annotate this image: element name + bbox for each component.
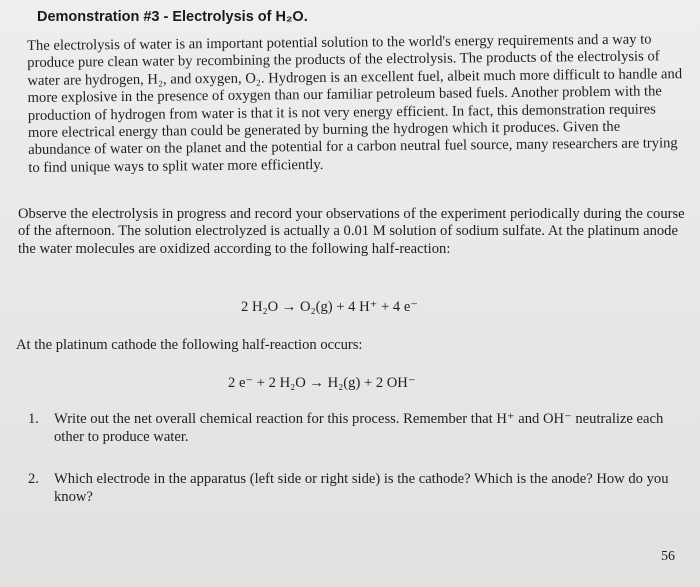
question-text: Write out the net overall chemical reaction for this process. Remember that H⁺ and OH⁻ neutralize each other to produce water.: [54, 411, 664, 445]
question-text: Which electrode in the apparatus (left side or right side) is the cathode? Which is the anode? How do you know?: [54, 471, 669, 505]
intro-paragraph: The electrolysis of water is an important potential solution to the world's energy requirements and a way to produce pure clean water by recombining the products of the electrolysis. The products of the electrolysis of water are hydrogen, H₂, and oxygen, O₂. Hydrogen is an excellent fuel, albeit much more difficult to handle and more explosive in the presence of oxygen than our familiar petroleum based fuels. Another problem with the production of hydrogen from water is that it is not very energy efficient. In fact, this demonstration requires more electrical energy than could be generated by burning the hydrogen which it produces. Given the abundance of water on the planet and the potential for a carbon neutral fuel source, many researchers are trying to find unique ways to split water more efficiently.: [27, 31, 683, 176]
question-number: 2.: [28, 471, 39, 487]
anode-half-reaction: 2 H₂O → O₂(g) + 4 H⁺ + 4 e⁻: [241, 299, 419, 315]
page-title: Demonstration #3 - Electrolysis of H₂O.: [37, 9, 308, 25]
cathode-intro-text: At the platinum cathode the following half-reaction occurs:: [16, 337, 363, 353]
instructions-paragraph: Observe the electrolysis in progress and record your observations of the experiment periodically during the course of the afternoon. The solution electrolyzed is actually a 0.01 M solution of sodium sulfate. At the platinum anode the water molecules are oxidized according to the following half-reaction:: [18, 206, 685, 257]
cathode-half-reaction: 2 e⁻ + 2 H₂O → H₂(g) + 2 OH⁻: [228, 375, 416, 391]
question-number: 1.: [28, 411, 39, 427]
page-number: 56: [661, 549, 675, 564]
